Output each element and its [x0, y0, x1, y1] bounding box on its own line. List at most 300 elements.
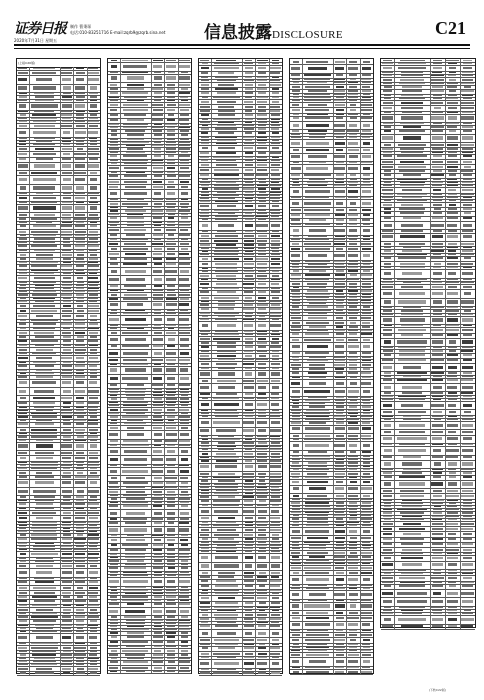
table-cell	[460, 460, 475, 468]
table-cell	[164, 335, 178, 343]
table-cell	[87, 75, 100, 83]
table-cell	[255, 321, 269, 329]
table-cell	[460, 316, 475, 324]
table-cell	[29, 204, 62, 212]
table-cell	[211, 562, 244, 570]
table-cell	[394, 589, 431, 597]
table-cell	[346, 602, 360, 610]
table-cell	[445, 298, 461, 306]
table-cell	[333, 527, 347, 535]
table-cell	[178, 189, 191, 197]
table-cell	[151, 62, 165, 70]
table-cell	[178, 467, 191, 475]
table-cell	[60, 387, 74, 395]
table-cell	[333, 387, 347, 395]
table-cell	[151, 577, 165, 585]
table-cell	[394, 460, 431, 468]
table-continued-heading: (上接C20版)	[17, 59, 100, 68]
table-cell	[346, 139, 360, 147]
table-cell	[242, 400, 256, 408]
table-cell	[381, 435, 395, 443]
table-cell	[346, 64, 360, 72]
table-rows	[290, 59, 373, 673]
table-cell	[120, 509, 153, 517]
table-cell	[164, 467, 178, 475]
table-cell	[87, 175, 100, 183]
table-cell	[60, 75, 74, 83]
table-cell	[381, 298, 395, 306]
table-cell	[29, 568, 62, 576]
table-cell	[164, 62, 178, 70]
table-cell	[333, 590, 347, 598]
table-cell	[302, 575, 335, 583]
table-cell	[346, 187, 360, 195]
table-cell	[178, 74, 191, 82]
table-cell	[178, 577, 191, 585]
table-cell	[164, 74, 178, 82]
table-cell	[430, 480, 446, 488]
table-cell	[164, 315, 178, 323]
table-cell	[445, 221, 461, 229]
table-cell	[29, 487, 62, 495]
table-cell	[394, 316, 431, 324]
contact-line: 电话:010-83251716 E-mail:zqrb9@zqrb.sina.net	[70, 29, 166, 35]
table-cell	[333, 139, 347, 147]
table-cell	[151, 267, 165, 275]
table-cell	[255, 671, 269, 675]
table-cell	[29, 102, 62, 110]
table-column-4	[289, 58, 374, 674]
table-cell	[445, 233, 461, 241]
table-cell	[164, 267, 178, 275]
table-cell	[255, 383, 269, 391]
table-cell	[460, 233, 475, 241]
table-cell	[60, 633, 74, 641]
table-cell	[430, 338, 446, 346]
table-cell	[460, 435, 475, 443]
table-cell	[255, 418, 269, 426]
table-cell	[120, 301, 153, 309]
table-cell	[151, 189, 165, 197]
table-cell	[302, 139, 335, 147]
table-cell	[333, 251, 347, 259]
table-cell	[333, 164, 347, 172]
table-cell	[394, 383, 431, 391]
table-cell	[73, 671, 87, 674]
table-cell	[445, 446, 461, 454]
table-cell	[29, 442, 62, 450]
table-cell	[394, 624, 431, 629]
table-cell	[445, 597, 461, 605]
table-cell	[302, 425, 335, 433]
table-cell	[381, 233, 395, 241]
table-cell	[430, 561, 446, 569]
table-cell	[381, 114, 395, 122]
table-cell	[460, 624, 475, 629]
table-cell	[360, 575, 373, 583]
table-cell	[333, 64, 347, 72]
table-cell	[87, 379, 100, 387]
table-cell	[333, 657, 347, 665]
table-cell	[381, 460, 395, 468]
table-cell	[430, 289, 446, 297]
table-cell	[333, 575, 347, 583]
table-cell	[211, 659, 244, 667]
header-rule-thin	[14, 48, 470, 49]
table-cell	[333, 379, 347, 387]
table-row	[17, 671, 100, 675]
table-cell	[430, 460, 446, 468]
table-cell	[73, 162, 87, 170]
table-cell	[87, 633, 100, 641]
table-cell	[430, 615, 446, 623]
table-cell	[178, 335, 191, 343]
table-cell	[333, 621, 347, 629]
table-cell	[460, 114, 475, 122]
table-cell	[29, 379, 62, 387]
table-cell	[255, 562, 269, 570]
table-cell	[120, 430, 153, 438]
table-cell	[394, 446, 431, 454]
table-cell	[302, 164, 335, 172]
table-cell	[178, 349, 191, 357]
table-cell	[255, 370, 269, 378]
table-cell	[73, 568, 87, 576]
table-cell	[151, 301, 165, 309]
table-cell	[60, 487, 74, 495]
table-cell	[430, 269, 446, 277]
table-cell	[73, 487, 87, 495]
table-cell	[120, 467, 153, 475]
table-cell	[430, 316, 446, 324]
table-cell	[360, 527, 373, 535]
table-cell	[460, 561, 475, 569]
table-cell	[255, 629, 269, 637]
table-cell	[87, 204, 100, 212]
table-rows	[381, 59, 475, 627]
table-cell	[151, 275, 165, 283]
table-cell	[394, 221, 431, 229]
table-cell	[302, 621, 335, 629]
table-cell	[29, 184, 62, 192]
table-cell	[151, 670, 165, 673]
table-cell	[87, 84, 100, 92]
table-cell	[29, 387, 62, 395]
table-cell	[269, 659, 282, 667]
table-cell	[178, 447, 191, 455]
table-cell	[460, 269, 475, 277]
table-cell	[242, 671, 256, 675]
table-cell	[73, 84, 87, 92]
table-cell	[178, 670, 191, 673]
table-cell	[381, 480, 395, 488]
table-cell	[242, 507, 256, 515]
table-cell	[73, 175, 87, 183]
table-cell	[430, 421, 446, 429]
table-cell	[73, 102, 87, 110]
table-rows	[199, 59, 282, 673]
table-cell	[269, 321, 282, 329]
table-cell	[360, 590, 373, 598]
table-cell	[120, 267, 153, 275]
table-cell	[120, 670, 153, 673]
table-cell	[346, 379, 360, 387]
table-cell	[164, 509, 178, 517]
table-cell	[445, 114, 461, 122]
table-cell	[120, 366, 153, 374]
table-cell	[60, 184, 74, 192]
table-cell	[346, 669, 360, 674]
table-cell	[360, 379, 373, 387]
table-cell	[430, 221, 446, 229]
table-cell	[302, 590, 335, 598]
table-cell	[255, 427, 269, 435]
table-cell	[381, 316, 395, 324]
table-cell	[269, 370, 282, 378]
table-cell	[164, 374, 178, 382]
table-cell	[211, 400, 244, 408]
table-cell	[445, 134, 461, 142]
table-cell	[302, 602, 335, 610]
table-cell	[120, 447, 153, 455]
table-cell	[211, 418, 244, 426]
table-cell	[460, 589, 475, 597]
table-cell	[381, 363, 395, 371]
table-cell	[120, 315, 153, 323]
table-rows	[108, 59, 191, 673]
table-cell	[211, 629, 244, 637]
table-cell	[381, 615, 395, 623]
table-cell	[151, 374, 165, 382]
table-cell	[302, 657, 335, 665]
table-cell	[73, 75, 87, 83]
table-cell	[73, 128, 87, 136]
table-cell	[302, 669, 335, 674]
table-cell	[430, 233, 446, 241]
table-cell	[164, 301, 178, 309]
table-cell	[242, 383, 256, 391]
table-cell	[87, 387, 100, 395]
table-cell	[346, 153, 360, 161]
table-cell	[394, 269, 431, 277]
table-cell	[211, 671, 244, 675]
table-cell	[269, 553, 282, 561]
table-cell	[430, 435, 446, 443]
table-cell	[120, 275, 153, 283]
table-cell	[178, 267, 191, 275]
table-cell	[242, 418, 256, 426]
table-cell	[381, 269, 395, 277]
table-cell	[360, 387, 373, 395]
table-cell	[346, 387, 360, 395]
table-cell	[164, 607, 178, 615]
table-cell	[360, 226, 373, 234]
table-cell	[302, 226, 335, 234]
table-cell	[29, 633, 62, 641]
table-cell	[151, 315, 165, 323]
table-cell	[460, 338, 475, 346]
table-cell	[211, 427, 244, 435]
table-cell	[151, 349, 165, 357]
table-cell	[269, 418, 282, 426]
table-cell	[346, 590, 360, 598]
table-cell	[430, 298, 446, 306]
table-cell	[445, 363, 461, 371]
table-cell	[178, 455, 191, 463]
table-cell	[430, 589, 446, 597]
table-cell	[242, 427, 256, 435]
table-cell	[394, 134, 431, 142]
table-cell	[346, 251, 360, 259]
table-cell	[164, 670, 178, 673]
table-cell	[73, 387, 87, 395]
table-cell	[333, 226, 347, 234]
header-rule	[14, 44, 470, 46]
table-column-2	[107, 58, 192, 674]
table-cell	[29, 175, 62, 183]
table-cell	[445, 316, 461, 324]
table-cell	[60, 671, 74, 674]
table-cell	[73, 184, 87, 192]
table-cell	[394, 363, 431, 371]
editor-info	[70, 24, 165, 35]
table-cell	[394, 435, 431, 443]
issue-date: 2020年7月31日 星期五	[14, 38, 58, 43]
table-cell	[151, 430, 165, 438]
table-cell	[460, 446, 475, 454]
table-cell	[178, 509, 191, 517]
table-cell	[269, 221, 282, 229]
table-cell	[333, 187, 347, 195]
table-cell	[360, 485, 373, 493]
table-cell	[445, 401, 461, 409]
table-cell	[394, 615, 431, 623]
table-cell	[164, 366, 178, 374]
table-cell	[60, 204, 74, 212]
table-cell	[302, 153, 335, 161]
table-cell	[333, 121, 347, 129]
table-cell	[151, 366, 165, 374]
table-cell	[178, 607, 191, 615]
table-cell	[394, 597, 431, 605]
table-cell	[60, 568, 74, 576]
table-cell	[120, 526, 153, 534]
table-cell	[269, 427, 282, 435]
table-cell	[269, 507, 282, 515]
table-cell	[178, 374, 191, 382]
table-cell	[333, 425, 347, 433]
table-cell	[360, 251, 373, 259]
table-cell	[178, 366, 191, 374]
table-cell	[394, 401, 431, 409]
table-cell	[211, 321, 244, 329]
newspaper-logo: 证券日报	[14, 21, 66, 37]
table-cell	[430, 597, 446, 605]
table-cell	[269, 671, 282, 675]
table-cell	[430, 624, 446, 629]
table-cell	[164, 275, 178, 283]
table-cell	[445, 624, 461, 629]
table-cell	[87, 568, 100, 576]
table-cell	[302, 342, 335, 350]
table-cell	[346, 657, 360, 665]
table-cell	[302, 121, 335, 129]
table-cell	[430, 114, 446, 122]
table-row	[108, 670, 191, 674]
table-cell	[242, 370, 256, 378]
table-cell	[151, 74, 165, 82]
table-cell	[445, 435, 461, 443]
table-column-1	[16, 58, 101, 674]
table-cell	[151, 526, 165, 534]
table-cell	[29, 479, 62, 487]
table-cell	[381, 597, 395, 605]
table-cell	[60, 379, 74, 387]
table-cell	[381, 383, 395, 391]
table-cell	[178, 275, 191, 283]
continued-note: (下转C22版)	[428, 688, 446, 692]
table-cell	[394, 561, 431, 569]
table-cell	[211, 507, 244, 515]
table-cell	[360, 121, 373, 129]
table-cell	[73, 479, 87, 487]
table-cell	[460, 401, 475, 409]
table-cell	[73, 442, 87, 450]
table-cell	[360, 187, 373, 195]
table-cell	[178, 315, 191, 323]
table-cell	[460, 221, 475, 229]
table-cell	[60, 162, 74, 170]
table-cell	[394, 338, 431, 346]
table-cell	[430, 134, 446, 142]
table-cell	[302, 187, 335, 195]
table-cell	[87, 671, 100, 674]
table-cell	[87, 487, 100, 495]
table-cell	[360, 621, 373, 629]
table-cell	[87, 442, 100, 450]
table-cell	[381, 589, 395, 597]
section-title-en: DISCLOSURE	[272, 29, 343, 41]
table-cell	[87, 479, 100, 487]
table-row	[199, 671, 282, 676]
table-cell	[394, 289, 431, 297]
table-cell	[242, 553, 256, 561]
table-cell	[430, 363, 446, 371]
table-cell	[73, 633, 87, 641]
table-cell	[460, 615, 475, 623]
table-cell	[120, 349, 153, 357]
table-cell	[460, 383, 475, 391]
table-cell	[151, 335, 165, 343]
table-cell	[333, 441, 347, 449]
table-cell	[269, 383, 282, 391]
table-cell	[211, 553, 244, 561]
table-cell	[302, 251, 335, 259]
table-cell	[333, 153, 347, 161]
table-cell	[346, 121, 360, 129]
table-cell	[445, 460, 461, 468]
table-cell	[151, 447, 165, 455]
table-cell	[381, 421, 395, 429]
table-cell	[60, 84, 74, 92]
table-cell	[302, 527, 335, 535]
table-cell	[302, 64, 335, 72]
table-cell	[381, 401, 395, 409]
section-title	[204, 18, 343, 43]
table-cell	[333, 485, 347, 493]
table-cell	[120, 607, 153, 615]
table-cell	[360, 153, 373, 161]
